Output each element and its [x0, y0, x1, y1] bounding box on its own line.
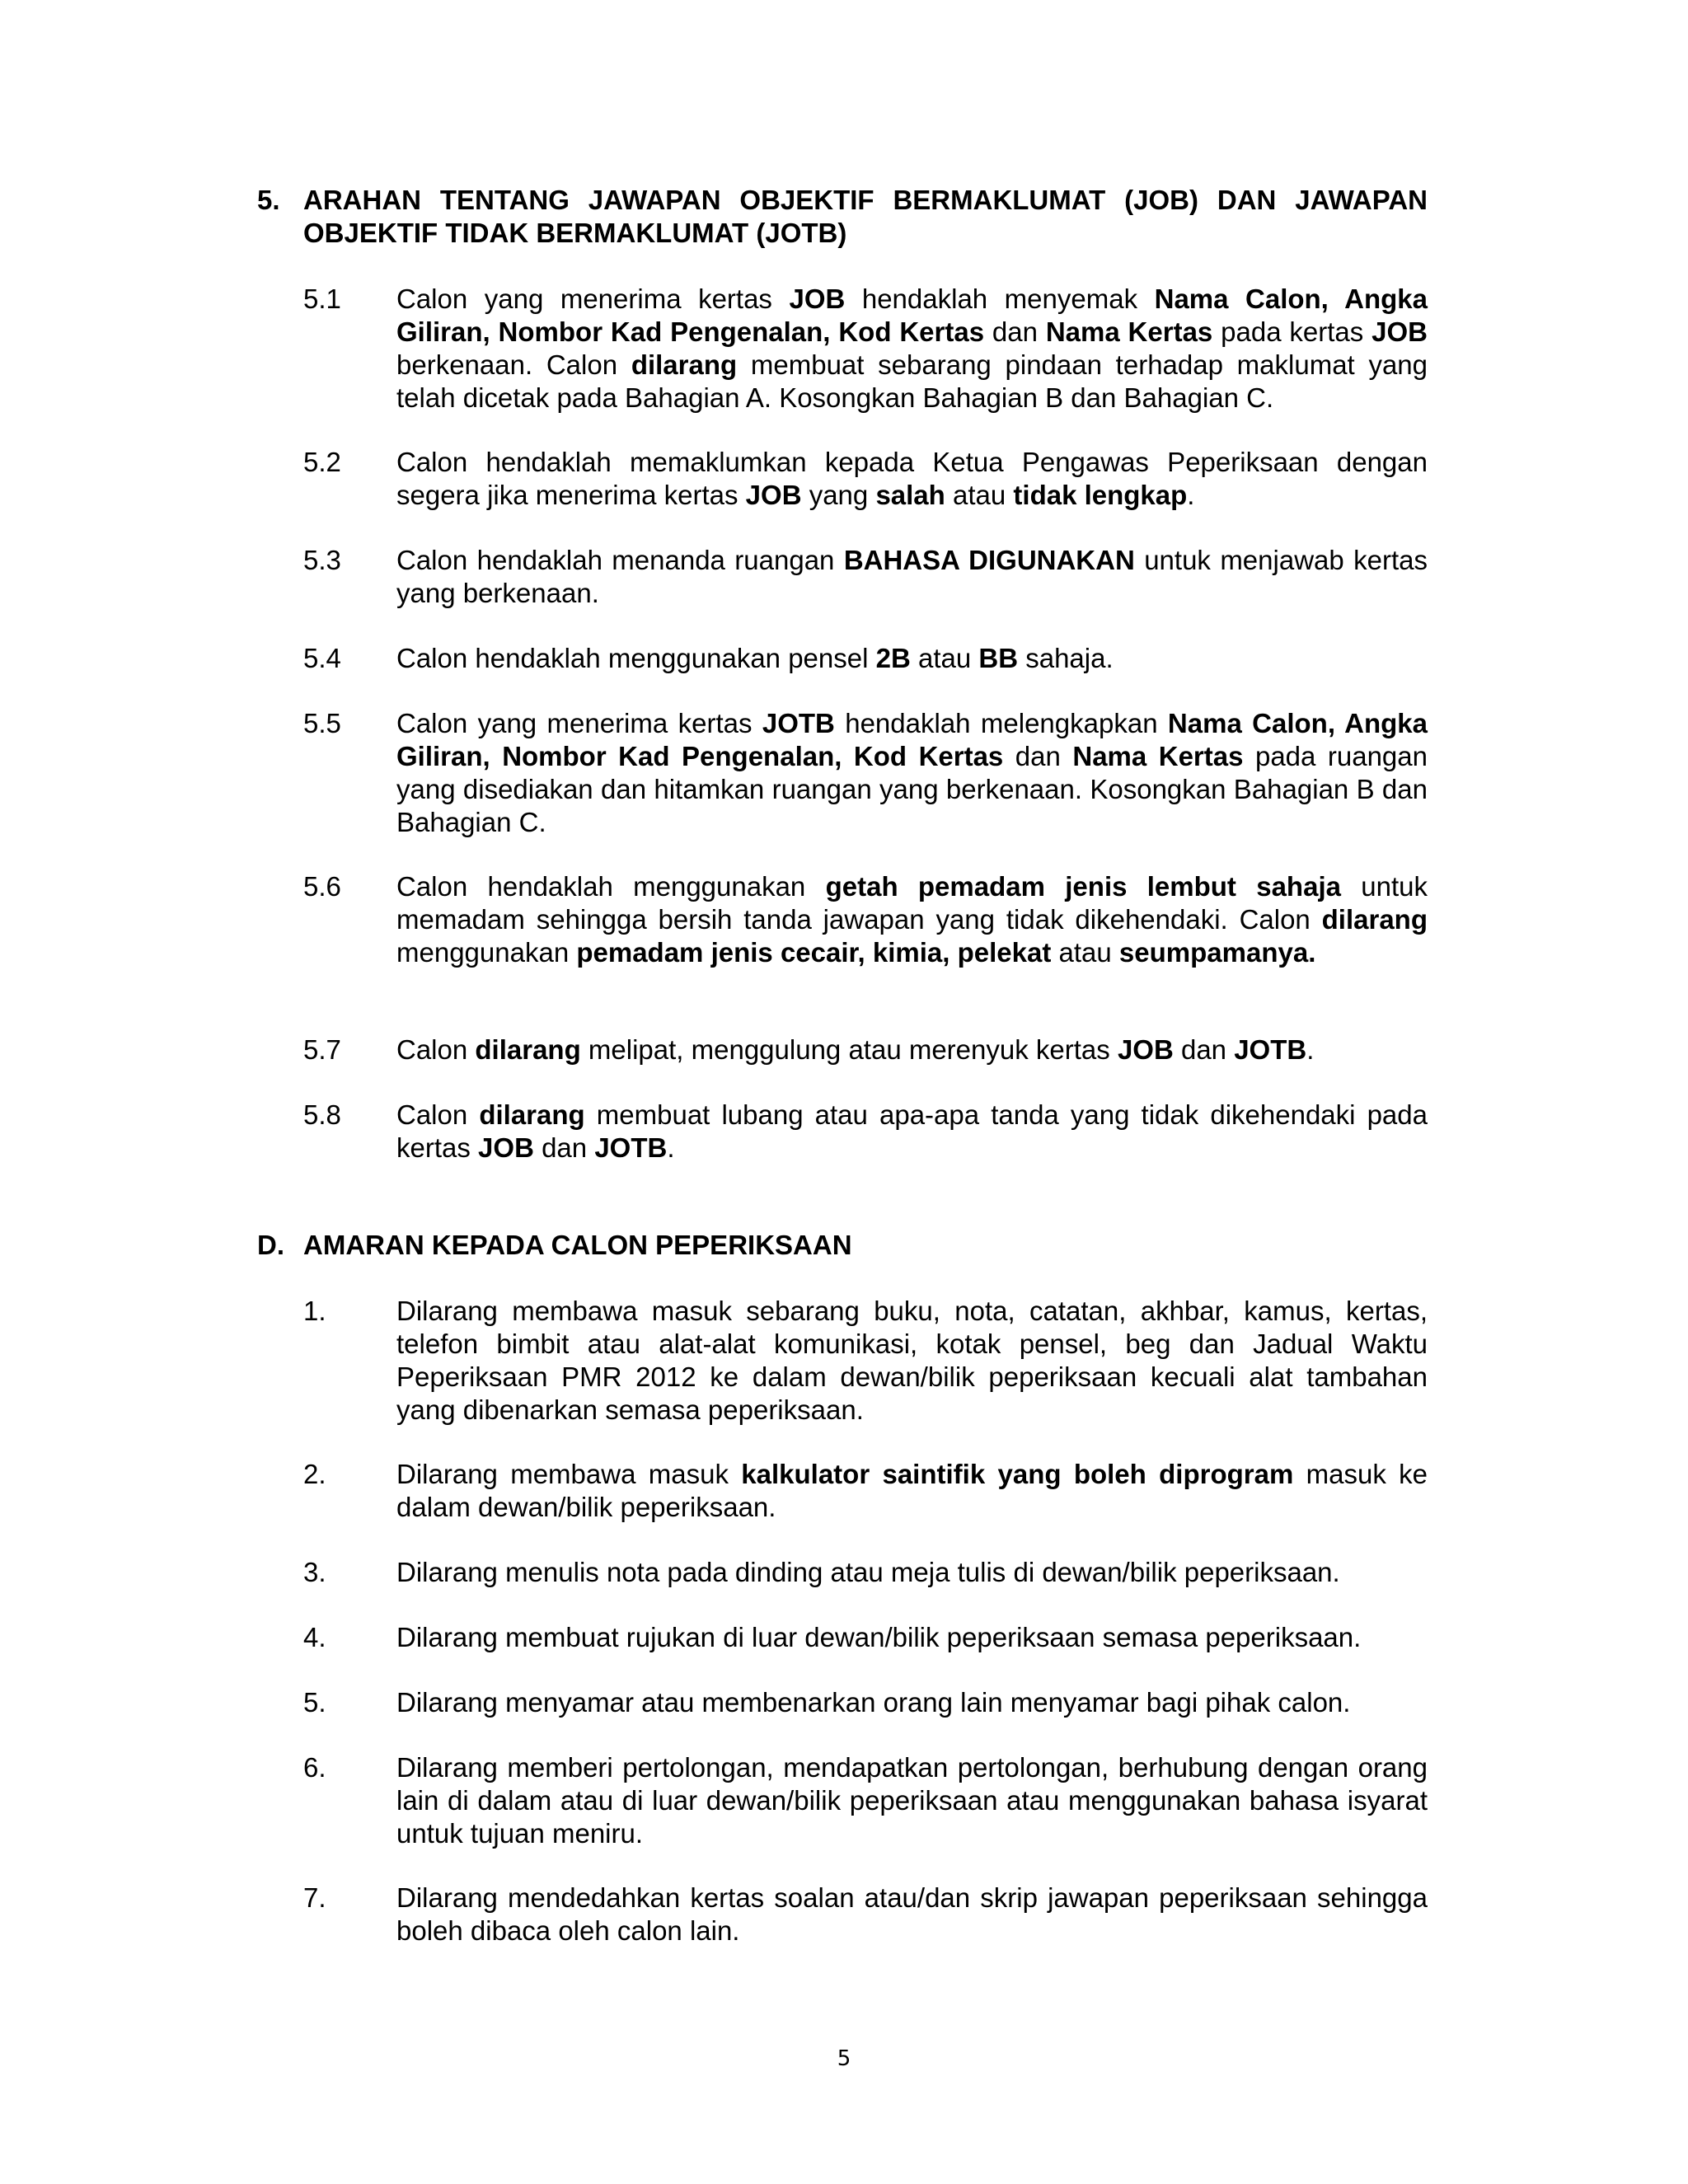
item-text — [396, 1621, 1428, 1654]
text-run: . — [1187, 480, 1195, 510]
bold-text-run: Nama Calon, Angka Giliran, Nombor Kad Pengenalan, Kod Kertas — [396, 284, 1428, 347]
item-number: 2. — [303, 1459, 326, 1489]
bold-text-run: kalkulator saintifik yang boleh diprogram — [741, 1459, 1294, 1489]
item-text — [396, 642, 1428, 675]
text-run: dan — [533, 1132, 595, 1163]
bold-text-run: JOB — [789, 284, 846, 314]
text-run: melipat, menggulung atau merenyuk kertas — [580, 1034, 1118, 1065]
text-run: untuk menjawab kertas yang berkenaan. — [396, 545, 1428, 608]
bold-text-run: Nama Calon, Angka Giliran, Nombor Kad Pengenalan, Kod Kertas — [396, 708, 1428, 771]
text-run: Dilarang membawa masuk sebarang buku, nota, catatan, akhbar, kamus, kertas, telefon bimbit atau alat-alat komunikasi, kotak pensel, beg dan Jadual Waktu Peperiksaan PMR 2012 ke dalam dewan/bilik peperiksaan kecuali alat tambahan yang dibenarkan semasa peperiksaan. — [396, 1296, 1428, 1425]
bold-text-run: dilarang — [631, 349, 738, 380]
text-run: . — [1306, 1034, 1315, 1065]
section-5-title: ARAHAN TENTANG JAWAPAN OBJEKTIF BERMAKLUMAT (JOB) DAN JAWAPAN OBJEKTIF TIDAK BERMAKLUMAT (JOTB) — [303, 185, 1428, 248]
bold-text-run: Nama Kertas — [1045, 316, 1213, 347]
text-run: pada ruangan yang disediakan dan hitamkan ruangan yang berkenaan. Kosongkan Bahagian B dan Bahagian C. — [396, 741, 1428, 837]
text-run: atau — [910, 643, 979, 673]
text-run: dan — [1173, 1034, 1235, 1065]
item-number: 5.5 — [303, 708, 341, 738]
text-run: Dilarang membawa masuk — [396, 1459, 742, 1489]
text-run: Calon yang menerima kertas — [396, 708, 762, 738]
bold-text-run: BB — [978, 643, 1019, 673]
bold-text-run: 2B — [875, 643, 911, 673]
text-run: untuk memadam sehingga bersih tanda jawapan yang tidak dikehendaki. Calon — [396, 871, 1428, 935]
text-run: Calon — [396, 1034, 476, 1065]
item-number: 4. — [303, 1622, 326, 1652]
item-number: 5. — [303, 1687, 326, 1718]
text-run: dan — [1003, 741, 1073, 771]
text-run: . — [667, 1132, 675, 1163]
bold-text-run: BAHASA DIGUNAKAN — [843, 545, 1135, 575]
item-text — [396, 1556, 1428, 1589]
text-run: Calon hendaklah memaklumkan kepada Ketua Pengawas Peperiksaan dengan segera jika menerima kertas — [396, 447, 1428, 510]
bold-text-run: pemadam jenis cecair, kimia, pelekat — [576, 937, 1052, 968]
item-text — [396, 1033, 1428, 1066]
text-run: menggunakan — [396, 937, 577, 968]
item-text — [396, 870, 1428, 969]
item-number: 3. — [303, 1557, 326, 1587]
item-number: 7. — [303, 1882, 326, 1913]
text-run: Calon hendaklah menanda ruangan — [396, 545, 844, 575]
text-run: dan — [984, 316, 1046, 347]
page-number: 5 — [837, 2046, 851, 2071]
item-text — [396, 1686, 1428, 1719]
item-text — [396, 283, 1428, 415]
text-run: pada kertas — [1212, 316, 1372, 347]
text-run: Calon yang menerima kertas — [396, 284, 790, 314]
text-run: masuk ke dalam dewan/bilik peperiksaan. — [396, 1459, 1428, 1522]
text-run: Dilarang membuat rujukan di luar dewan/bilik peperiksaan semasa peperiksaan. — [396, 1622, 1362, 1652]
section-5-heading — [257, 184, 1428, 250]
item-number: 5.6 — [303, 871, 341, 902]
text-run: Dilarang mendedahkan kertas soalan atau/dan skrip jawapan peperiksaan sehingga boleh dibaca oleh calon lain. — [396, 1882, 1428, 1946]
text-run: sahaja. — [1018, 643, 1114, 673]
bold-text-run: Nama Kertas — [1072, 741, 1244, 771]
bold-text-run: dilarang — [475, 1034, 581, 1065]
bold-text-run: JOB — [1372, 316, 1428, 347]
section-d-heading — [257, 1229, 1428, 1262]
text-run: hendaklah melengkapkan — [834, 708, 1168, 738]
bold-text-run: JOB — [478, 1132, 534, 1163]
item-number: 5.8 — [303, 1099, 341, 1130]
text-run: atau — [945, 480, 1014, 510]
item-number: 6. — [303, 1752, 326, 1783]
bold-text-run: JOB — [745, 480, 802, 510]
text-run: Calon hendaklah menggunakan — [396, 871, 826, 902]
item-text — [396, 1882, 1428, 1947]
item-number: 5.3 — [303, 545, 341, 575]
text-run: berkenaan. Calon — [396, 349, 631, 380]
bold-text-run: JOTB — [594, 1132, 668, 1163]
item-text — [396, 446, 1428, 512]
bold-text-run: seumpamanya. — [1118, 937, 1316, 968]
bold-text-run: salah — [875, 480, 945, 510]
text-run: hendaklah menyemak — [845, 284, 1155, 314]
item-text — [396, 1751, 1428, 1850]
bold-text-run: JOB — [1117, 1034, 1174, 1065]
item-number: 1. — [303, 1296, 326, 1326]
bold-text-run: dilarang — [1321, 904, 1428, 935]
bold-text-run: dilarang — [479, 1099, 585, 1130]
bold-text-run: JOTB — [1234, 1034, 1307, 1065]
bold-text-run: getah pemadam jenis lembut sahaja — [825, 871, 1341, 902]
item-text — [396, 1458, 1428, 1524]
text-run: Calon hendaklah menggunakan pensel — [396, 643, 876, 673]
text-run: Calon — [396, 1099, 480, 1130]
item-number: 5.2 — [303, 447, 341, 477]
text-run: membuat sebarang pindaan terhadap maklumat yang telah dicetak pada Bahagian A. Kosongkan Bahagian B dan Bahagian C. — [396, 349, 1428, 413]
item-text — [396, 1099, 1428, 1165]
text-run: yang — [801, 480, 876, 510]
bold-text-run: tidak lengkap — [1013, 480, 1188, 510]
bold-text-run: JOTB — [762, 708, 835, 738]
item-text — [396, 707, 1428, 839]
item-number: 5.7 — [303, 1034, 341, 1065]
item-number: 5.1 — [303, 284, 341, 314]
text-run: Dilarang memberi pertolongan, mendapatkan pertolongan, berhubung dengan orang lain di dalam atau di luar dewan/bilik peperiksaan atau menggunakan bahasa isyarat untuk tujuan meniru. — [396, 1752, 1428, 1849]
text-run: atau — [1051, 937, 1119, 968]
section-d-number: D. — [257, 1230, 284, 1260]
item-text — [396, 544, 1428, 610]
text-run: Dilarang menyamar atau membenarkan orang lain menyamar bagi pihak calon. — [396, 1687, 1351, 1718]
item-number: 5.4 — [303, 643, 341, 673]
item-text — [396, 1295, 1428, 1427]
text-run: Dilarang menulis nota pada dinding atau meja tulis di dewan/bilik peperiksaan. — [396, 1557, 1340, 1587]
text-run: membuat lubang atau apa-apa tanda yang tidak dikehendaki pada kertas — [396, 1099, 1428, 1163]
section-d-title: AMARAN KEPADA CALON PEPERIKSAAN — [303, 1230, 852, 1260]
section-5-number: 5. — [257, 185, 280, 215]
